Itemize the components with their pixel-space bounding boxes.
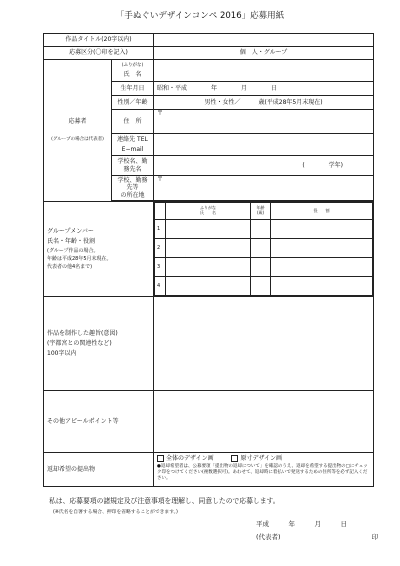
members-cell bbox=[154, 202, 374, 297]
group-members-label-cell bbox=[44, 202, 154, 297]
representative-line[interactable]: (代表者) 印 bbox=[256, 533, 379, 541]
work-title-field[interactable] bbox=[154, 34, 374, 47]
contact-field[interactable] bbox=[154, 134, 374, 156]
pledge-text: 私は、応募要項の諸規定及び注意事項を理解し、同意したので応募します。 bbox=[49, 497, 280, 505]
member-name-field[interactable] bbox=[166, 239, 251, 258]
member-head-furigana: ふりがな bbox=[200, 205, 217, 211]
member-name-field[interactable] bbox=[166, 277, 251, 296]
appeal-field[interactable] bbox=[154, 391, 374, 453]
member-number: 4 bbox=[155, 277, 166, 296]
intent-label-1: 作品を制作した趣旨(意図) bbox=[47, 329, 118, 337]
group-note-2: 年齢は平成28年5月末現在。 bbox=[47, 256, 112, 263]
address-field[interactable] bbox=[154, 110, 374, 134]
birth-label: 生年月日 bbox=[112, 82, 154, 96]
contact-tel-label: 連絡先 TEL bbox=[117, 136, 148, 144]
members-table bbox=[154, 202, 373, 296]
member-role-field[interactable] bbox=[271, 239, 373, 258]
school-address-field[interactable] bbox=[154, 176, 374, 201]
member-head-role: 役 割 bbox=[271, 203, 373, 220]
intent-label-2: (宇都宮との関連性など) bbox=[47, 339, 112, 347]
member-age-field[interactable] bbox=[251, 220, 271, 239]
member-number: 2 bbox=[155, 239, 166, 258]
member-head-number bbox=[155, 203, 166, 220]
school-address-label-cell bbox=[112, 176, 154, 201]
intent-label-3: 100字以内 bbox=[47, 350, 77, 358]
return-option-2-checkbox[interactable] bbox=[231, 455, 238, 462]
return-cell bbox=[154, 453, 374, 487]
intent-label-cell bbox=[44, 297, 154, 391]
group-members-label: グループメンバー bbox=[47, 227, 94, 235]
contact-email-label: E−mail bbox=[121, 145, 144, 153]
gender-age-field[interactable]: 男性・女性／ 歳(平成28年5月末現在) bbox=[154, 96, 374, 110]
grade-label: ( 学年) bbox=[302, 161, 344, 169]
address-label: 住 所 bbox=[112, 110, 154, 134]
return-option-1-label: 全体のデザイン画 bbox=[166, 455, 214, 462]
member-age-field[interactable] bbox=[251, 277, 271, 296]
applicant-label: 応募者 bbox=[68, 118, 87, 126]
return-option-2-label: 原寸デザイン画 bbox=[240, 455, 283, 462]
school-name-field[interactable] bbox=[154, 156, 374, 176]
applicant-cell bbox=[44, 60, 112, 202]
furigana-label: (ふりがな) bbox=[121, 62, 144, 68]
signature-note: (※氏名を自署する場合、押印を省略することができます。) bbox=[53, 510, 178, 515]
applicant-note: (グループの場合は代表者) bbox=[51, 137, 104, 143]
appeal-label: その他アピールポイント等 bbox=[44, 391, 154, 453]
member-name-field[interactable] bbox=[166, 258, 251, 277]
member-age-field[interactable] bbox=[251, 239, 271, 258]
school-postal-mark: 〒 bbox=[157, 176, 164, 183]
group-note-3: 代表者の他4名まで) bbox=[47, 264, 93, 271]
category-value[interactable]: 個 人・グループ bbox=[154, 47, 374, 60]
member-number: 3 bbox=[155, 258, 166, 277]
member-name-field[interactable] bbox=[166, 220, 251, 239]
postal-mark: 〒 bbox=[157, 110, 164, 117]
return-option-1-checkbox[interactable] bbox=[157, 455, 164, 462]
member-role-field[interactable] bbox=[271, 258, 373, 277]
school-address-label-2: の所在地 bbox=[120, 191, 145, 199]
member-age-field[interactable] bbox=[251, 258, 271, 277]
member-head-name: 氏 名 bbox=[200, 210, 217, 215]
member-head-name-cell bbox=[166, 203, 251, 220]
member-role-field[interactable] bbox=[271, 220, 373, 239]
name-label: 氏 名 bbox=[123, 71, 142, 79]
application-form-table bbox=[43, 33, 374, 487]
return-label: 返却希望の提出物 bbox=[44, 453, 154, 487]
group-members-sub: 氏名・年齢・役割 bbox=[47, 238, 96, 245]
member-role-field[interactable] bbox=[271, 277, 373, 296]
return-note: ●返却希望者は、公募要項「提出物の返却について」を確認のうえ、返却を希望する提出物の□にチェック印をつけてください(複数選択可)。あわせて、返却時に着払いで発送するための住所等を必ず記入ください。 bbox=[157, 464, 368, 482]
contact-label-cell bbox=[112, 134, 154, 156]
group-note-1: (グループ作品の場合。 bbox=[47, 248, 99, 255]
category-label: 応募区分(〇印を記入) bbox=[44, 47, 154, 60]
birth-field[interactable]: 昭和・平成 年 月 日 bbox=[154, 82, 374, 96]
intent-field[interactable] bbox=[154, 297, 374, 391]
member-head-age: 年齢(歳) bbox=[251, 203, 271, 220]
gender-age-label: 性別／年齢 bbox=[112, 96, 154, 110]
date-line[interactable]: 平成 年 月 日 bbox=[256, 520, 347, 528]
work-title-label: 作品タイトル(20字以内) bbox=[44, 34, 154, 47]
member-number: 1 bbox=[155, 220, 166, 239]
form-title: 「手ぬぐいデザインコンペ 2016」応募用紙 bbox=[115, 11, 285, 21]
school-address-label-1: 学校、勤務先等 bbox=[117, 177, 148, 192]
name-field[interactable] bbox=[154, 60, 374, 82]
name-label-cell bbox=[112, 60, 154, 82]
school-name-label: 学校名、勤務先名 bbox=[112, 156, 154, 176]
